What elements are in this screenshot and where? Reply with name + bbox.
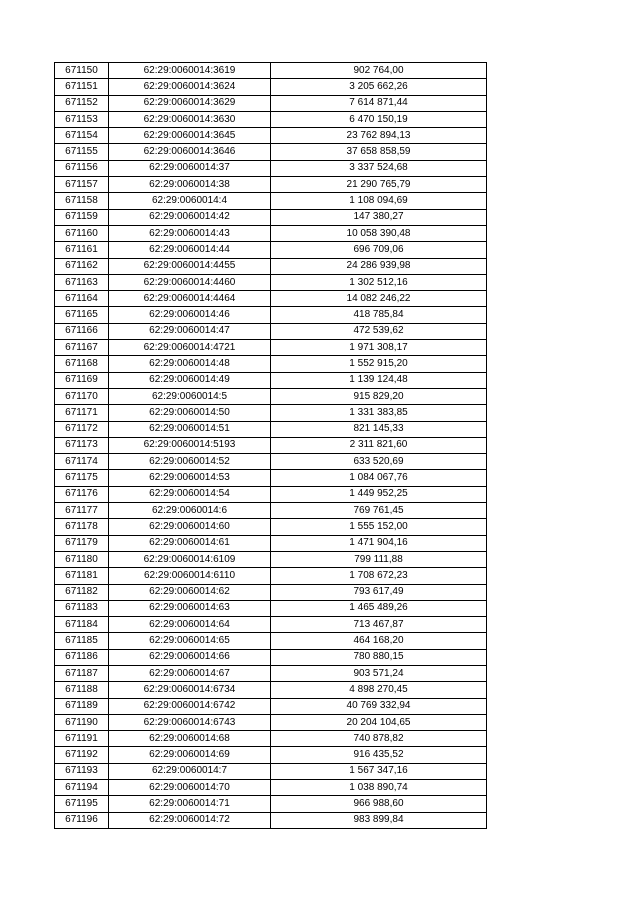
cadastral-number-cell: 62:29:0060014:3630	[109, 111, 271, 127]
table-row	[55, 193, 487, 209]
row-number-cell: 671176	[55, 486, 109, 502]
row-number-cell: 671159	[55, 209, 109, 225]
cadastral-number-cell: 62:29:0060014:42	[109, 209, 271, 225]
row-number-cell: 671194	[55, 780, 109, 796]
table-row	[55, 584, 487, 600]
cadastral-number-cell: 62:29:0060014:3629	[109, 95, 271, 111]
table-row	[55, 405, 487, 421]
row-number-cell: 671191	[55, 731, 109, 747]
row-number-cell: 671182	[55, 584, 109, 600]
cadastral-number-cell: 62:29:0060014:48	[109, 356, 271, 372]
row-number-cell: 671152	[55, 95, 109, 111]
cadastral-value-cell: 915 829,20	[271, 388, 487, 404]
cadastral-value-cell: 793 617,49	[271, 584, 487, 600]
cadastral-value-cell: 40 769 332,94	[271, 698, 487, 714]
cadastral-number-cell: 62:29:0060014:69	[109, 747, 271, 763]
row-number-cell: 671171	[55, 405, 109, 421]
table-row	[55, 486, 487, 502]
table-row	[55, 519, 487, 535]
cadastral-value-cell: 3 205 662,26	[271, 79, 487, 95]
cadastral-value-cell: 2 311 821,60	[271, 437, 487, 453]
cadastral-value-cell: 1 471 904,16	[271, 535, 487, 551]
row-number-cell: 671158	[55, 193, 109, 209]
table-row	[55, 600, 487, 616]
cadastral-value-cell: 780 880,15	[271, 649, 487, 665]
cadastral-number-cell: 62:29:0060014:6	[109, 503, 271, 519]
cadastral-number-cell: 62:29:0060014:3645	[109, 128, 271, 144]
cadastral-number-cell: 62:29:0060014:6110	[109, 568, 271, 584]
cadastral-value-cell: 10 058 390,48	[271, 225, 487, 241]
row-number-cell: 671193	[55, 763, 109, 779]
cadastral-value-cell: 1 108 094,69	[271, 193, 487, 209]
cadastral-value-cell: 740 878,82	[271, 731, 487, 747]
cadastral-number-cell: 62:29:0060014:72	[109, 812, 271, 828]
table-row	[55, 731, 487, 747]
cadastral-number-cell: 62:29:0060014:4460	[109, 274, 271, 290]
cadastral-number-cell: 62:29:0060014:43	[109, 225, 271, 241]
cadastral-value-cell: 902 764,00	[271, 63, 487, 79]
row-number-cell: 671160	[55, 225, 109, 241]
table-row	[55, 111, 487, 127]
row-number-cell: 671185	[55, 633, 109, 649]
row-number-cell: 671166	[55, 323, 109, 339]
cadastral-number-cell: 62:29:0060014:4455	[109, 258, 271, 274]
row-number-cell: 671162	[55, 258, 109, 274]
cadastral-number-cell: 62:29:0060014:71	[109, 796, 271, 812]
table-row	[55, 421, 487, 437]
cadastral-value-cell: 1 331 383,85	[271, 405, 487, 421]
table-row	[55, 633, 487, 649]
cadastral-number-cell: 62:29:0060014:5193	[109, 437, 271, 453]
row-number-cell: 671177	[55, 503, 109, 519]
cadastral-number-cell: 62:29:0060014:4464	[109, 291, 271, 307]
cadastral-value-cell: 24 286 939,98	[271, 258, 487, 274]
table-row	[55, 535, 487, 551]
cadastral-value-cell: 37 658 858,59	[271, 144, 487, 160]
row-number-cell: 671187	[55, 665, 109, 681]
row-number-cell: 671156	[55, 160, 109, 176]
cadastral-number-cell: 62:29:0060014:37	[109, 160, 271, 176]
cadastral-value-cell: 6 470 150,19	[271, 111, 487, 127]
cadastral-value-cell: 903 571,24	[271, 665, 487, 681]
cadastral-value-cell: 1 552 915,20	[271, 356, 487, 372]
cadastral-value-cell: 696 709,06	[271, 242, 487, 258]
cadastral-number-cell: 62:29:0060014:66	[109, 649, 271, 665]
table-row	[55, 454, 487, 470]
row-number-cell: 671153	[55, 111, 109, 127]
cadastral-number-cell: 62:29:0060014:7	[109, 763, 271, 779]
row-number-cell: 671157	[55, 177, 109, 193]
table-row	[55, 437, 487, 453]
cadastral-number-cell: 62:29:0060014:4	[109, 193, 271, 209]
registry-table-body	[55, 63, 487, 829]
cadastral-value-cell: 1 708 672,23	[271, 568, 487, 584]
cadastral-value-cell: 1 038 890,74	[271, 780, 487, 796]
cadastral-number-cell: 62:29:0060014:65	[109, 633, 271, 649]
row-number-cell: 671181	[55, 568, 109, 584]
row-number-cell: 671175	[55, 470, 109, 486]
row-number-cell: 671183	[55, 600, 109, 616]
table-row	[55, 307, 487, 323]
cadastral-value-cell: 20 204 104,65	[271, 714, 487, 730]
row-number-cell: 671188	[55, 682, 109, 698]
row-number-cell: 671155	[55, 144, 109, 160]
table-row	[55, 568, 487, 584]
table-row	[55, 95, 487, 111]
table-row	[55, 242, 487, 258]
row-number-cell: 671190	[55, 714, 109, 730]
row-number-cell: 671178	[55, 519, 109, 535]
cadastral-value-cell: 1 567 347,16	[271, 763, 487, 779]
table-row	[55, 177, 487, 193]
cadastral-value-cell: 464 168,20	[271, 633, 487, 649]
cadastral-value-cell: 983 899,84	[271, 812, 487, 828]
cadastral-number-cell: 62:29:0060014:64	[109, 617, 271, 633]
table-row	[55, 649, 487, 665]
table-row	[55, 470, 487, 486]
table-row	[55, 372, 487, 388]
cadastral-value-cell: 21 290 765,79	[271, 177, 487, 193]
row-number-cell: 671170	[55, 388, 109, 404]
cadastral-value-cell: 1 971 308,17	[271, 340, 487, 356]
row-number-cell: 671189	[55, 698, 109, 714]
row-number-cell: 671184	[55, 617, 109, 633]
cadastral-value-cell: 916 435,52	[271, 747, 487, 763]
cadastral-number-cell: 62:29:0060014:61	[109, 535, 271, 551]
cadastral-value-cell: 3 337 524,68	[271, 160, 487, 176]
table-row	[55, 796, 487, 812]
table-row	[55, 79, 487, 95]
cadastral-value-cell: 821 145,33	[271, 421, 487, 437]
row-number-cell: 671161	[55, 242, 109, 258]
cadastral-value-cell: 799 111,88	[271, 551, 487, 567]
row-number-cell: 671150	[55, 63, 109, 79]
cadastral-value-cell: 418 785,84	[271, 307, 487, 323]
table-row	[55, 225, 487, 241]
row-number-cell: 671192	[55, 747, 109, 763]
cadastral-number-cell: 62:29:0060014:47	[109, 323, 271, 339]
cadastral-number-cell: 62:29:0060014:63	[109, 600, 271, 616]
cadastral-number-cell: 62:29:0060014:6742	[109, 698, 271, 714]
row-number-cell: 671165	[55, 307, 109, 323]
cadastral-value-cell: 4 898 270,45	[271, 682, 487, 698]
table-row	[55, 780, 487, 796]
cadastral-value-cell: 14 082 246,22	[271, 291, 487, 307]
row-number-cell: 671174	[55, 454, 109, 470]
cadastral-number-cell: 62:29:0060014:6743	[109, 714, 271, 730]
table-row	[55, 258, 487, 274]
cadastral-number-cell: 62:29:0060014:44	[109, 242, 271, 258]
cadastral-value-cell: 7 614 871,44	[271, 95, 487, 111]
cadastral-value-cell: 1 139 124,48	[271, 372, 487, 388]
cadastral-number-cell: 62:29:0060014:67	[109, 665, 271, 681]
cadastral-number-cell: 62:29:0060014:6734	[109, 682, 271, 698]
cadastral-value-cell: 1 449 952,25	[271, 486, 487, 502]
cadastral-number-cell: 62:29:0060014:3624	[109, 79, 271, 95]
table-row	[55, 356, 487, 372]
cadastral-value-cell: 1 302 512,16	[271, 274, 487, 290]
row-number-cell: 671163	[55, 274, 109, 290]
row-number-cell: 671179	[55, 535, 109, 551]
cadastral-number-cell: 62:29:0060014:62	[109, 584, 271, 600]
cadastral-number-cell: 62:29:0060014:6109	[109, 551, 271, 567]
row-number-cell: 671172	[55, 421, 109, 437]
cadastral-number-cell: 62:29:0060014:60	[109, 519, 271, 535]
cadastral-number-cell: 62:29:0060014:50	[109, 405, 271, 421]
row-number-cell: 671164	[55, 291, 109, 307]
cadastral-number-cell: 62:29:0060014:70	[109, 780, 271, 796]
cadastral-number-cell: 62:29:0060014:68	[109, 731, 271, 747]
row-number-cell: 671168	[55, 356, 109, 372]
row-number-cell: 671151	[55, 79, 109, 95]
table-row	[55, 714, 487, 730]
table-row	[55, 388, 487, 404]
cadastral-number-cell: 62:29:0060014:4721	[109, 340, 271, 356]
table-row	[55, 291, 487, 307]
table-row	[55, 323, 487, 339]
row-number-cell: 671195	[55, 796, 109, 812]
table-row	[55, 63, 487, 79]
cadastral-value-cell: 23 762 894,13	[271, 128, 487, 144]
cadastral-number-cell: 62:29:0060014:54	[109, 486, 271, 502]
cadastral-value-cell: 713 467,87	[271, 617, 487, 633]
table-row	[55, 763, 487, 779]
row-number-cell: 671173	[55, 437, 109, 453]
table-row	[55, 340, 487, 356]
cadastral-value-cell: 633 520,69	[271, 454, 487, 470]
table-row	[55, 665, 487, 681]
cadastral-number-cell: 62:29:0060014:3646	[109, 144, 271, 160]
cadastral-number-cell: 62:29:0060014:38	[109, 177, 271, 193]
table-row	[55, 274, 487, 290]
cadastral-value-cell: 966 988,60	[271, 796, 487, 812]
table-row	[55, 698, 487, 714]
registry-table	[54, 62, 487, 829]
cadastral-number-cell: 62:29:0060014:53	[109, 470, 271, 486]
cadastral-number-cell: 62:29:0060014:5	[109, 388, 271, 404]
table-row	[55, 128, 487, 144]
cadastral-number-cell: 62:29:0060014:49	[109, 372, 271, 388]
cadastral-number-cell: 62:29:0060014:51	[109, 421, 271, 437]
cadastral-value-cell: 1 465 489,26	[271, 600, 487, 616]
table-row	[55, 144, 487, 160]
table-row	[55, 747, 487, 763]
cadastral-value-cell: 472 539,62	[271, 323, 487, 339]
row-number-cell: 671169	[55, 372, 109, 388]
cadastral-number-cell: 62:29:0060014:46	[109, 307, 271, 323]
table-row	[55, 551, 487, 567]
cadastral-number-cell: 62:29:0060014:52	[109, 454, 271, 470]
row-number-cell: 671180	[55, 551, 109, 567]
cadastral-value-cell: 769 761,45	[271, 503, 487, 519]
table-row	[55, 812, 487, 828]
table-row	[55, 682, 487, 698]
table-row	[55, 160, 487, 176]
table-row	[55, 617, 487, 633]
cadastral-value-cell: 1 084 067,76	[271, 470, 487, 486]
table-row	[55, 503, 487, 519]
table-row	[55, 209, 487, 225]
cadastral-value-cell: 1 555 152,00	[271, 519, 487, 535]
cadastral-number-cell: 62:29:0060014:3619	[109, 63, 271, 79]
row-number-cell: 671154	[55, 128, 109, 144]
row-number-cell: 671196	[55, 812, 109, 828]
row-number-cell: 671167	[55, 340, 109, 356]
row-number-cell: 671186	[55, 649, 109, 665]
cadastral-value-cell: 147 380,27	[271, 209, 487, 225]
